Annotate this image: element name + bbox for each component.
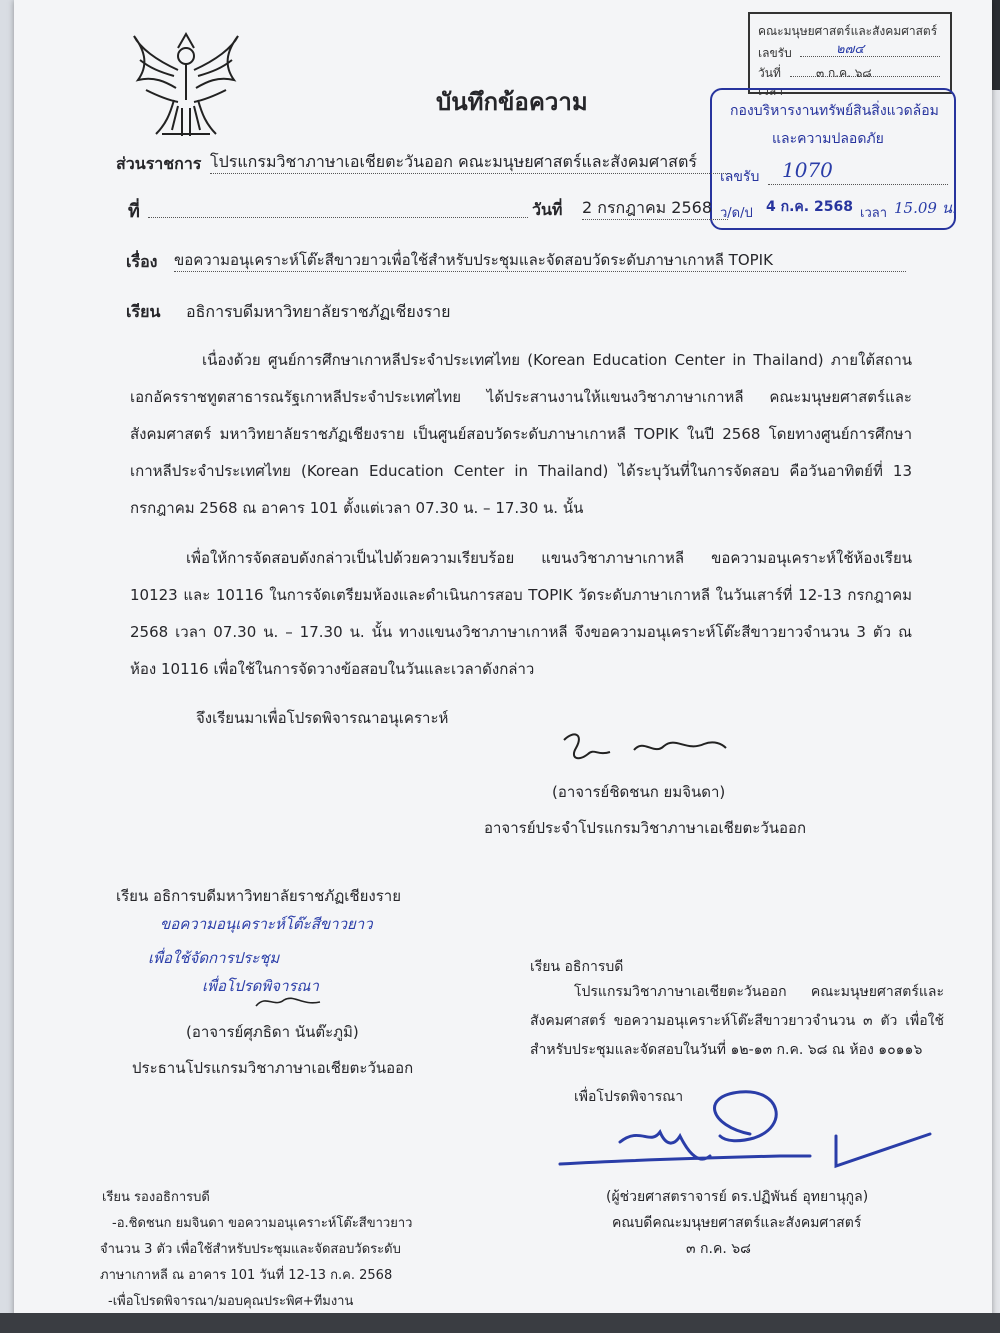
- signature-mark: [550, 1086, 950, 1186]
- stamp-faculty-title: คณะมนุษยศาสตร์และสังคมศาสตร์: [758, 24, 938, 38]
- date-value: 2 กรกฎาคม 2568: [582, 196, 728, 220]
- dotted-line: [768, 184, 948, 185]
- endorsement-right-name: (ผู้ช่วยศาสตราจารย์ ดร.ปฏิพันธ์ อุทยานุกูล): [606, 1189, 869, 1205]
- signatory-name: (อาจารย์ชิดชนก ยมจินดา): [552, 783, 726, 801]
- subject-label: เรื่อง: [126, 252, 158, 271]
- endorsement-bottom-line1: -อ.ชิดชนก ยมจินดา ขอความอนุเคราะห์โต๊ะสีขาวยาว: [112, 1216, 413, 1231]
- endorsement-left-name: (อาจารย์ศุภธิดา นันต๊ะภูมิ): [186, 1023, 359, 1041]
- endorsement-bottom-line4: -เพื่อโปรดพิจารณา/มอบคุณประพิศ+ทีมงาน: [108, 1294, 354, 1309]
- stamp-division-line1: กองบริหารงานทรัพย์สินสิ่งแวดล้อม: [730, 103, 939, 119]
- to-value: อธิการบดีมหาวิทยาลัยราชภัฏเชียงราย: [186, 302, 451, 321]
- ref-dotted-line: [148, 196, 528, 218]
- signature-mark: [250, 990, 330, 1014]
- body-paragraph-1: เนื่องด้วย ศูนย์การศึกษาเกาหลีประจำประเทศไทย (Korean Education Center in Thailand) ภายใต้สถานเอกอัครราชทูตสาธารณรัฐเกาหลีประจำประเทศไทย ได้ประสานงานให้แขนงวิชาภาษาเกาหลี คณะมนุษยศาสตร์และสังคมศาสตร์ มหาวิทยาลัยราชภัฏเชียงราย เป็นศูนย์สอบวัดระดับภาษาเกาหลี TOPIK ในปี 2568 โดยทางศูนย์การศึกษาเกาหลีประจำประเทศไทย (Korean Education Center in Thailand) ได้ระบุวันที่ในการจัดสอบ คือวันอาทิตย์ที่ 13 กรกฎาคม 2568 ณ อาคาร 101 ตั้งแต่เวลา 07.30 น. – 17.30 น. นั้น: [130, 351, 912, 517]
- memo-document: [14, 0, 992, 1330]
- stamp-division-recv-value: 1070: [782, 158, 833, 182]
- stamp-division-recv-label: เลขรับ: [720, 169, 760, 185]
- signature-mark: [554, 726, 734, 776]
- stamp-division-line2: และความปลอดภัย: [772, 131, 884, 147]
- faculty-receipt-stamp: [748, 12, 952, 98]
- department-value: โปรแกรมวิชาภาษาเอเชียตะวันออก คณะมนุษยศาสตร์และสังคมศาสตร์: [210, 150, 730, 174]
- background-bottom-edge: [0, 1313, 1000, 1333]
- signatory-position: อาจารย์ประจำโปรแกรมวิชาภาษาเอเชียตะวันออก: [484, 819, 807, 837]
- endorsement-right-date: ๓ ก.ค. ๖๘: [686, 1241, 751, 1257]
- garuda-emblem-icon: [126, 30, 246, 142]
- endorsement-bottom-to: เรียน รองอธิการบดี: [102, 1190, 210, 1205]
- endorsement-bottom-line2: จำนวน 3 ตัว เพื่อใช้สำหรับประชุมและจัดสอบวัดระดับ: [100, 1242, 401, 1257]
- stamp-division-date-label: ว/ด/ป: [720, 206, 753, 221]
- endorsement-left-handwriting-1: ขอความอนุเคราะห์โต๊ะสีขาวยาว: [160, 915, 373, 933]
- stamp-faculty-recv-label: เลขรับ: [758, 46, 792, 60]
- endorsement-left-to: เรียน อธิการบดีมหาวิทยาลัยราชภัฏเชียงราย: [116, 887, 401, 905]
- stamp-division-date-value: 4 ก.ค. 2568: [766, 199, 853, 215]
- subject-value: ขอความอนุเคราะห์โต๊ะสีขาวยาวเพื่อใช้สำหรับประชุมและจัดสอบวัดระดับภาษาเกาหลี TOPIK: [174, 248, 906, 272]
- endorsement-right-text: โปรแกรมวิชาภาษาเอเชียตะวันออก คณะมนุษยศาสตร์และสังคมศาสตร์ ขอความอนุเคราะห์โต๊ะสีขาวยาวจำนวน ๓ ตัว เพื่อใช้สำหรับประชุมและจัดสอบในวันที่ ๑๒-๑๓ ก.ค. ๖๘ ณ ห้อง ๑๐๑๑๖: [530, 984, 944, 1058]
- stamp-faculty-recv-value: ๒๗๔: [836, 42, 865, 57]
- dotted-line: [800, 56, 940, 57]
- endorsement-right-consider: เพื่อโปรดพิจารณา: [574, 1089, 684, 1105]
- stamp-division-time-label: เวลา: [860, 206, 888, 221]
- stamp-faculty-time-label: เวลา: [758, 84, 783, 98]
- ref-label: ที่: [128, 201, 140, 222]
- to-label: เรียน: [126, 302, 161, 321]
- department-label: ส่วนราชการ: [116, 154, 202, 173]
- stamp-faculty-date-label: วันที่: [758, 66, 781, 80]
- document-title: บันทึกข้อความ: [436, 88, 588, 116]
- division-receipt-stamp: [710, 88, 956, 230]
- endorsement-bottom-line3: ภาษาเกาหลี ณ อาคาร 101 วันที่ 12-13 ก.ค. 2568: [100, 1268, 393, 1283]
- closing-text: จึงเรียนมาเพื่อโปรดพิจารณาอนุเคราะห์: [196, 709, 449, 727]
- endorsement-left-position: ประธานโปรแกรมวิชาภาษาเอเชียตะวันออก: [132, 1059, 414, 1077]
- endorsement-left-handwriting-3: เพื่อโปรดพิจารณา: [202, 977, 319, 995]
- endorsement-right-to: เรียน อธิการบดี: [530, 959, 624, 975]
- body-paragraph-2: เพื่อให้การจัดสอบดังกล่าวเป็นไปด้วยความเรียบร้อย แขนงวิชาภาษาเกาหลี ขอความอนุเคราะห์ใช้ห้องเรียน 10123 และ 10116 ในการจัดเตรียมห้องและดำเนินการสอบ TOPIK วัดระดับภาษาเกาหลี ในวันเสาร์ที่ 12-13 กรกฎาคม 2568 เวลา 07.30 น. – 17.30 น. นั้น ทางแขนงวิชาภาษาเกาหลี จึงขอความอนุเคราะห์โต๊ะสีขาวยาวจำนวน 3 ตัว ณ ห้อง 10116 เพื่อใช้ในการจัดวางข้อสอบในวันและเวลาดังกล่าว: [130, 549, 912, 678]
- endorsement-right-position: คณบดีคณะมนุษยศาสตร์และสังคมศาสตร์: [612, 1215, 862, 1231]
- date-label: วันที่: [532, 200, 563, 219]
- endorsement-left-handwriting-2: เพื่อใช้จัดการประชุม: [148, 949, 280, 967]
- stamp-faculty-date-value: ๓ ก.ค. ๖๘: [816, 66, 872, 80]
- stamp-division-time-value: 15.09 น.: [894, 199, 957, 217]
